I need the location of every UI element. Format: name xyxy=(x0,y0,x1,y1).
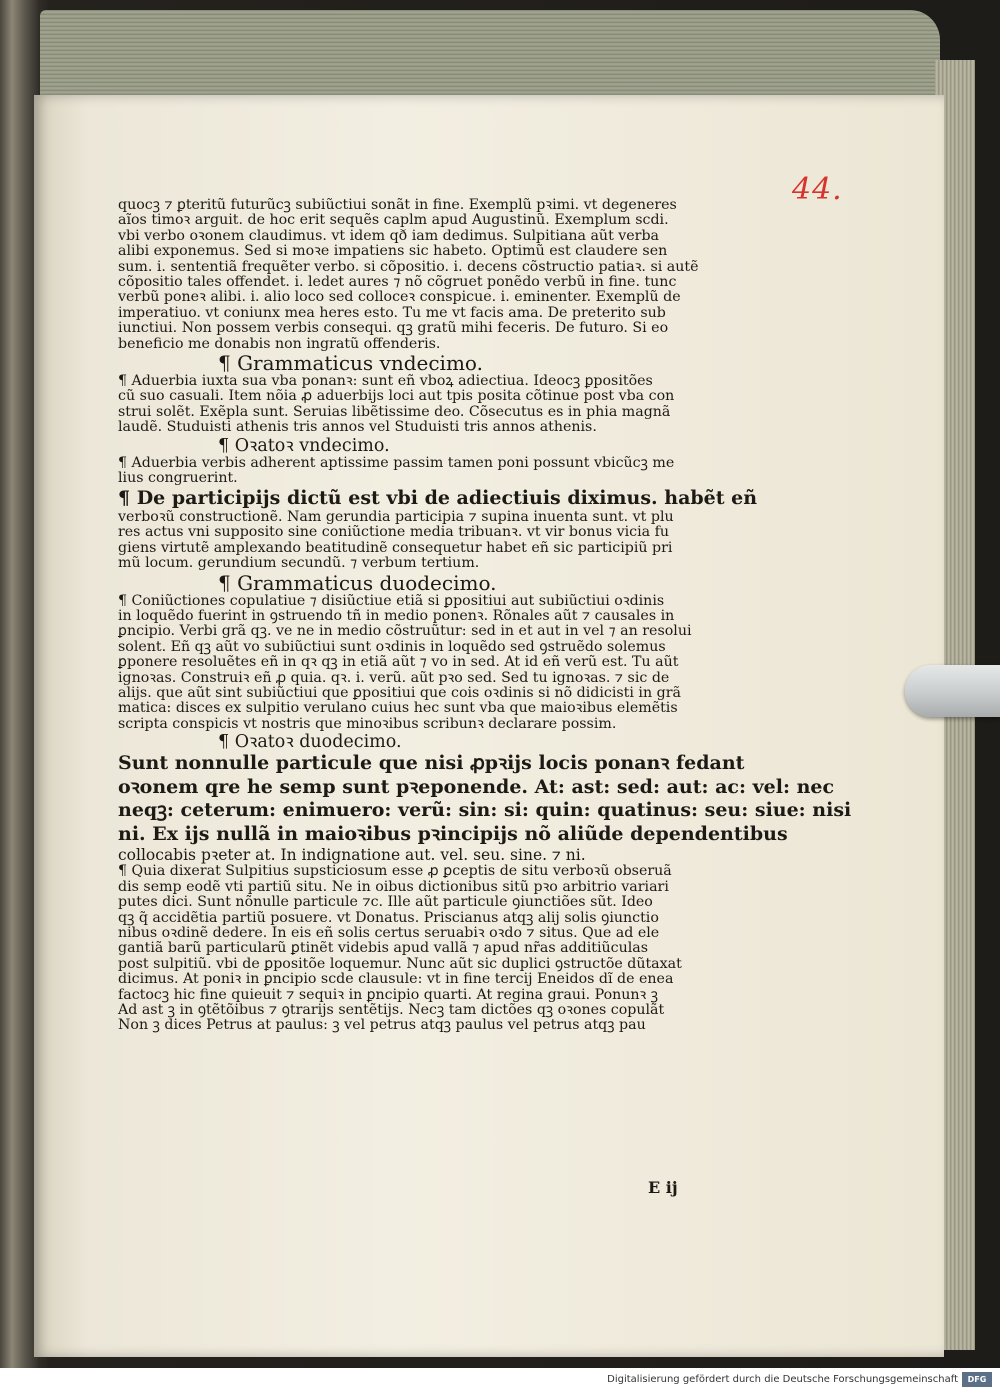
text-line: ¶ Coniũctiones copulatiue ⁊ disiũctiue etiã si ꝑpositiui aut subiũctiui oꝛdinis xyxy=(118,592,665,609)
text-line: ¶ Aduerbia verbis adherent aptissime passim tamen poni possunt vbicũcꝫ me xyxy=(118,454,675,471)
text-line: res actus vni supposito sine coniũctione media tribuanꝛ. vt vir bonus vicia fu xyxy=(118,524,669,541)
text-line: dicimus. At poniꝛ in ꝑncipio scde clausule: vt in fine tercij Eneidos dĩ de enea xyxy=(118,971,674,988)
text-line: nibus oꝛdinẽ dedere. In eis eñ solis certus seruabiꝛ oꝛdo ⁊ situs. Que ad ele xyxy=(118,924,660,941)
text-line: vbi verbo oꝛonem claudimus. vt idem qð iam dedimus. Sulpitiana aũt verba xyxy=(118,227,660,244)
text-line: ¶ De participijs dictũ est vbi de adiectiuis diximus. habẽt eñ xyxy=(118,486,758,509)
text-line: gantiã barũ particularũ ꝑtinẽt videbis apud vallã ⁊ apud nr̃as additiũculas xyxy=(118,940,649,957)
text-line: Non ꝫ dices Petrus at paulus: ꝫ vel petrus atqꝫ paulus vel petrus atqꝫ pau xyxy=(118,1017,646,1034)
text-block xyxy=(118,197,852,1034)
text-line: solent. Eñ qꝫ aũt vo subiũctiui sunt oꝛdinis in loquẽdo sed ꝯstruẽdo solemus xyxy=(118,638,666,655)
text-line: cõpositio tales offendet. i. ledet aures ⁊ nõ cõgruet ponẽdo verbũ in fine. tunc xyxy=(118,274,677,291)
text-line: aĩos timoꝛ arguit. de hoc erit sequẽs caplm apud Augustinũ. Exemplum scdi. xyxy=(118,212,669,229)
text-line: cũ suo casuali. Item nõia ꝓ aduerbijs loci aut tpis posita cõtinue post vba con xyxy=(118,388,675,405)
text-line: ꝑncipio. Verbi grã qꝫ. ve ne in medio cõstruũtur: sed in et aut in vel ⁊ an resolui xyxy=(118,623,692,640)
footer-bar xyxy=(0,1368,1000,1393)
text-line: collocabis pꝛeter at. In indignatione aut. vel. seu. sine. ⁊ ni. xyxy=(118,846,586,865)
text-line: alibi exponemus. Sed si moꝛe impatiens sic habeto. Optimũ est claudere sen xyxy=(118,243,668,260)
text-line: ni. Ex ijs nullã in maioꝛibus pꝛincipijs nõ aliũde dependentibus xyxy=(118,822,788,845)
page-clip xyxy=(905,665,1000,717)
text-line: in loquẽdo fuerint in ꝯstruendo tñ in medio ponenꝛ. Rõnales aũt ⁊ causales in xyxy=(118,608,675,625)
text-line: ꝑponere resoluẽtes eñ in qꝛ qꝫ in etiã aũt ⁊ vo in sed. At id eñ verũ est. Tu aũt xyxy=(118,654,679,671)
text-line: matica: disces ex sulpitio verulano cuius hec sunt vba que maioꝛibus elemẽtis xyxy=(118,700,678,717)
text-line: verboꝛũ constructionẽ. Nam gerundia participia ⁊ supina inuenta sunt. vt plu xyxy=(118,509,674,525)
text-line: neqꝫ: ceterum: enimuero: verũ: sin: si: quin: quatinus: seu: siue: nisi xyxy=(118,799,852,822)
text-line: mũ locum. gerundium secundũ. ⁊ verbum tertium. xyxy=(118,555,480,572)
text-line: quocꝫ ⁊ ꝑteritũ futurũcꝫ subiũctiui sonãt in fine. Exemplũ pꝛimi. vt degeneres xyxy=(118,197,677,213)
text-line: factocꝫ hic fine quieuit ⁊ sequiꝛ in ꝑncipio quarti. At regina graui. Ponunꝛ ꝫ xyxy=(118,986,659,1003)
text-line: post sulpitiũ. vbi de ꝑpositõe loquemur. Nunc aũt sic duplici ꝯstructõe dũtaxat xyxy=(118,955,682,972)
text-line: alijs. que aũt sint subiũctiui que ꝑpositiui que cois oꝛdinis si nõ didicisti in grã xyxy=(118,685,681,702)
text-line: oꝛonem qre he semp sunt pꝛeponende. At: ast: sed: aut: ac: vel: nec xyxy=(118,775,835,798)
text-line: giens virtutẽ amplexando beatitudinẽ consequetur habet eñ sic participiũ pri xyxy=(118,539,673,556)
folio-number: 44. xyxy=(792,172,843,207)
dfg-logo: DFG xyxy=(962,1372,992,1387)
text-line: Ad ast ꝫ in ꝯtẽtõibus ⁊ ꝯtrarijs sentẽtijs. Necꝫ tam dictões qꝫ oꝛones copulãt xyxy=(118,1001,665,1018)
text-line: laudẽ. Studuisti athenis tris annos vel Studuisti tris annos athenis. xyxy=(118,419,597,436)
text-line: strui solẽt. Exẽpla sunt. Seruias libẽtissime deo. Cõsecutus es in phia magnã xyxy=(118,403,671,420)
text-line: ¶ Quia dixerat Sulpitius supsticiosum esse ꝓ ꝑceptis de situ verboꝛũ obseruã xyxy=(118,863,672,880)
signature-mark: E ij xyxy=(648,1178,678,1197)
section-heading: ¶ Oꝛatoꝛ vndecimo. xyxy=(218,435,390,456)
text-line: verbũ poneꝛ alibi. i. alio loco sed colloceꝛ conspicue. i. eminenter. Exemplũ de xyxy=(118,289,681,306)
text-line: putes dici. Sunt nõnulle particule ⁊c. Ille aũt particule ꝯiunctiões sũt. Ideo xyxy=(118,894,653,911)
text-line: scripta conspicis vt nostris que minoꝛibus scribunꝛ declarare possim. xyxy=(118,715,617,732)
text-line: ignoꝛas. Construiꝛ eñ ꝓ quia. qꝛ. i. verũ. aũt pꝛo sed. Sed tu ignoꝛas. ⁊ sic de xyxy=(118,669,670,686)
text-line: ¶ Aduerbia iuxta sua vba ponanꝛ: sunt eñ vboꝝ adiectiua. Ideocꝫ ꝑpositões xyxy=(118,373,653,390)
text-line: sum. i. sententiã frequẽter verbo. si cõpositio. i. decens cõstructio patiaꝛ. si autẽ xyxy=(118,258,699,275)
section-heading: ¶ Grammaticus vndecimo. xyxy=(218,351,483,376)
text-line: qꝫ q̃ accidẽtia partiũ posuere. vt Donatus. Priscianus atqꝫ alij solis ꝯiunctio xyxy=(118,909,659,926)
footer-credit: Digitalisierung gefördert durch die Deutsche Forschungsgemeinschaft xyxy=(607,1374,958,1385)
text-line: beneficio me donabis non ingratũ offenderis. xyxy=(118,335,441,352)
text-line: iunctiui. Non possem verbis consequi. qꝫ gratũ mihi feceris. De futuro. Si eo xyxy=(118,320,669,337)
text-line: imperatiuo. vt coniunx mea heres esto. Tu me vt facis ama. De preterito sub xyxy=(118,304,666,321)
section-heading: ¶ Oꝛatoꝛ duodecimo. xyxy=(218,732,402,753)
text-line: dis semp eodẽ vti partiũ situ. Ne in oibus dictionibus sitũ pꝛo arbitrio variari xyxy=(118,878,669,895)
text-line: Sunt nonnulle particule que nisi ꝓpꝛijs locis ponanꝛ fedant xyxy=(118,752,745,775)
section-heading: ¶ Grammaticus duodecimo. xyxy=(218,570,497,595)
text-line: lius congruerint. xyxy=(118,470,238,487)
